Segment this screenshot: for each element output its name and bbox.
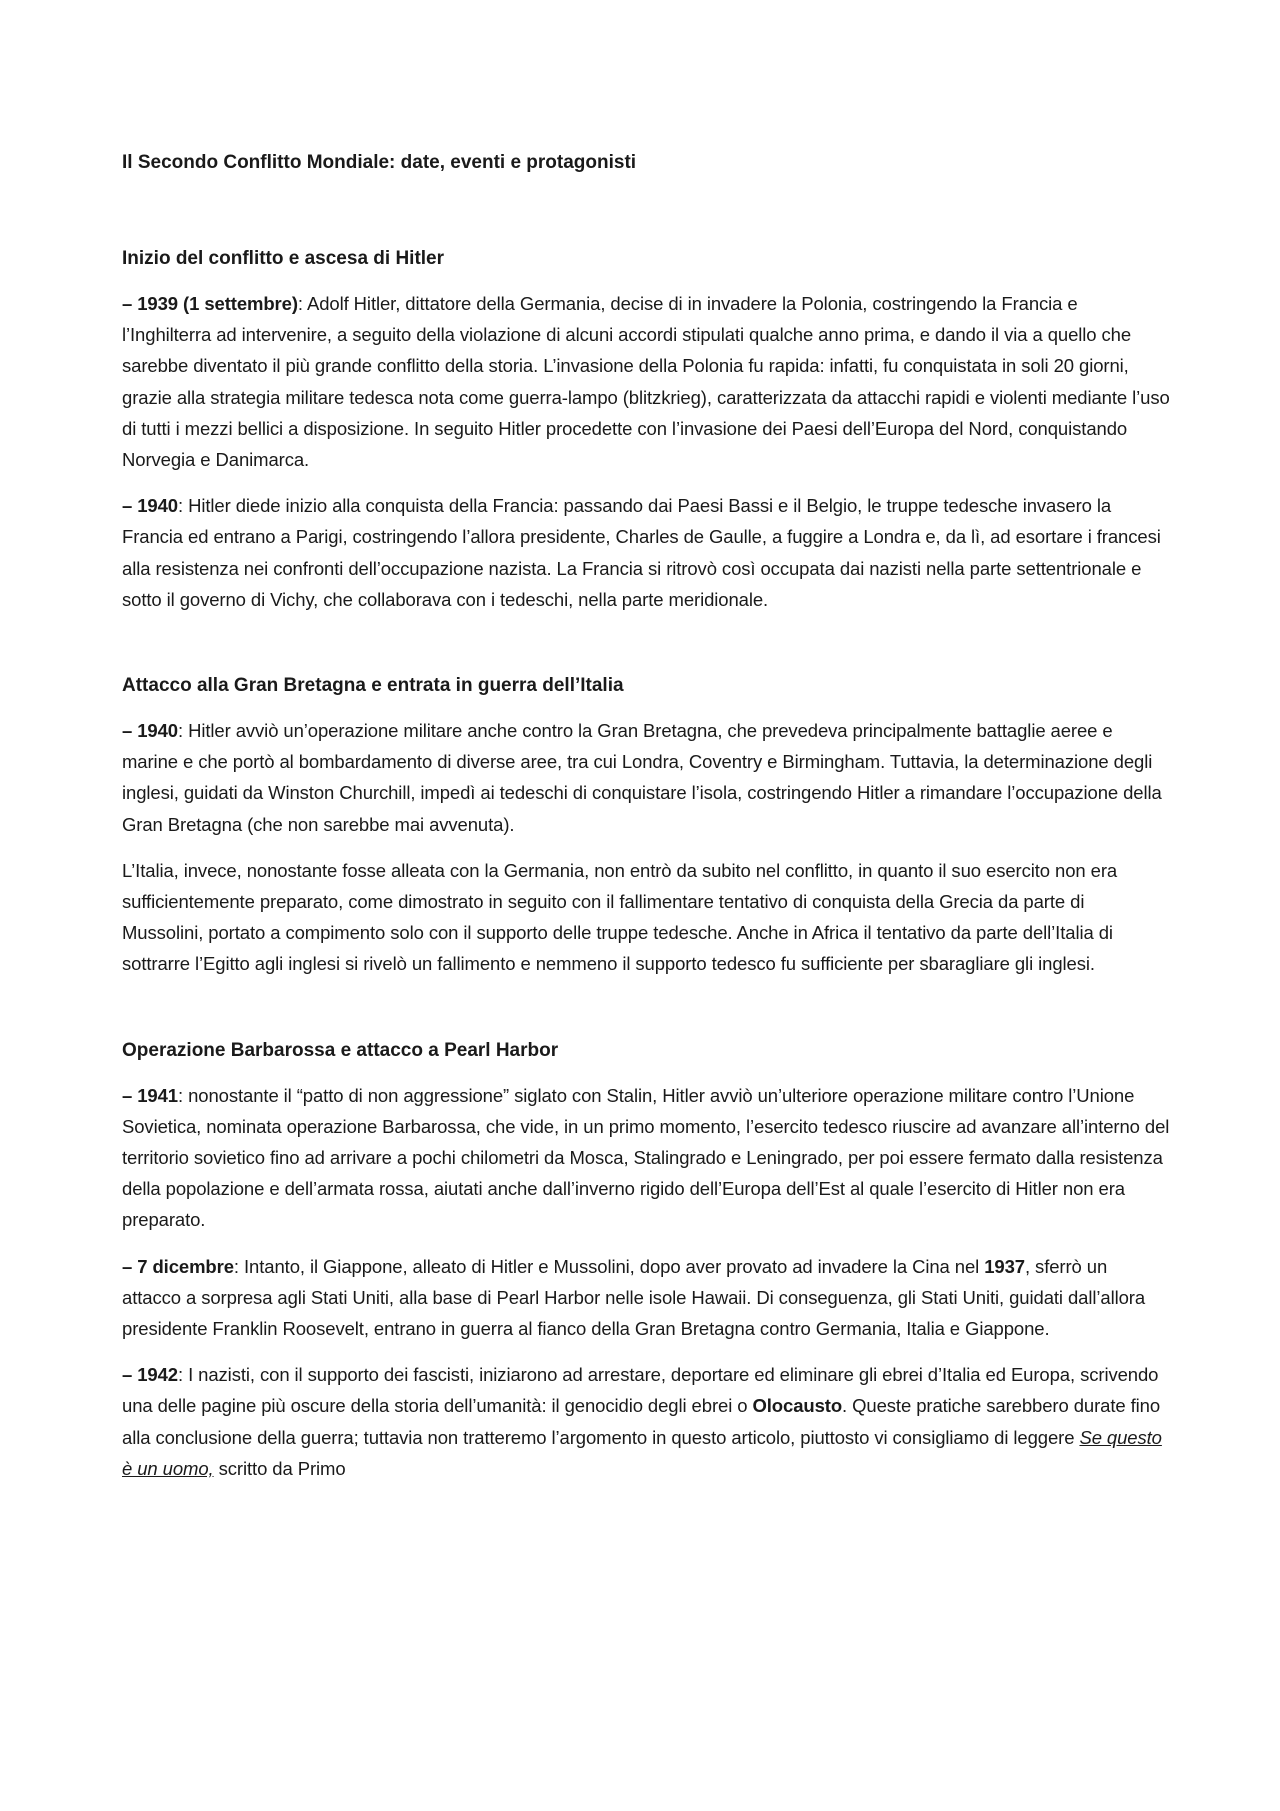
paragraph-bold-year: 1937 — [984, 1255, 1025, 1277]
paragraph-dash: – — [122, 495, 138, 517]
paragraph-text-end: scritto da Primo — [213, 1457, 346, 1479]
section-heading: Inizio del conflitto e ascesa di Hitler — [122, 248, 445, 269]
paragraph-date: 1940 — [137, 495, 178, 517]
paragraph-1940-francia — [122, 490, 1170, 615]
paragraph-text: : Intanto, il Giappone, alleato di Hitler e Mussolini, dopo aver provato ad invadere la Cina nel — [233, 1255, 985, 1277]
paragraph-text: : Adolf Hitler, dittatore della Germania, decise di in invadere la Polonia, costringendo la Francia e l’Inghilterra ad intervenire, a seguito della violazione di alcuni accordi stipulati qualche anno prima, e dando il via a quello che sarebbe diventato il più grande conflitto della storia. L’invasione della Polonia fu rapida: infatti, fu conquistata in soli 20 giorni, grazie alla strategia militare tedesca nota come guerra-lampo (blitzkrieg), caratterizzata da attacchi rapidi e violenti mediante l’uso di tutti i mezzi bellici a disposizione. In seguito Hitler procedette con l’invasione dei Paesi dell’Europa del Nord, conquistando Norvegia e Danimarca. — [122, 293, 1170, 471]
paragraph-dash: – — [122, 293, 138, 314]
document-page — [122, 150, 1170, 1499]
paragraph-dash: – — [122, 1364, 138, 1386]
section-heading: Attacco alla Gran Bretagna e entrata in guerra dell’Italia — [122, 675, 624, 697]
paragraph-bold-olocausto: Olocausto — [752, 1395, 843, 1417]
paragraph-date: 7 dicembre — [137, 1255, 234, 1277]
paragraph-7-dicembre — [122, 1251, 1170, 1345]
paragraph-italia — [122, 855, 1170, 980]
section-barbarossa-pearl-harbor — [122, 1038, 1170, 1484]
paragraph-dash: – — [122, 1084, 138, 1106]
section-gran-bretagna-italia — [122, 673, 1170, 980]
paragraph-1939 — [122, 288, 1170, 475]
paragraph-text: : I nazisti, con il supporto dei fascisti, iniziarono ad arrestare, deportare ed eliminare gli ebrei d’Italia ed Europa, scrivendo una delle pagine più oscure della storia dell’umanità: il genocidio degli ebrei o — [122, 1364, 1159, 1417]
paragraph-text: L’Italia, invece, nonostante fosse alleata con la Germania, non entrò da subito nel conflitto, in quanto il suo esercito non era sufficientemente preparato, come dimostrato in seguito con il fallimentare tentativo di conquista della Grecia da parte di Mussolini, portato a compimento solo con il supporto delle truppe tedesche. Anche in Africa il tentativo da parte dell’Italia di sottrarre l’Egitto agli inglesi si rivelò un fallimento e nemmeno il supporto tedesco fu sufficiente per sbaragliare gli inglesi. — [122, 859, 1118, 975]
paragraph-date: 1939 (1 settembre) — [137, 293, 298, 314]
paragraph-text: : nonostante il “patto di non aggressione” siglato con Stalin, Hitler avviò un’ulteriore operazione militare contro l’Unione Sovietica, nominata operazione Barbarossa, che vide, in un primo momento, l’esercito tedesco riuscire ad avanzare all’interno del territorio sovietico fino ad arrivare a pochi chilometri da Mosca, Stalingrado e Leningrado, per poi essere fermato dalla resistenza della popolazione e dell’armata rossa, aiutati anche dall’inverno rigido dell’Europa dell’Est al quale l’esercito di Hitler non era preparato. — [122, 1084, 1170, 1231]
paragraph-date: 1942 — [137, 1364, 178, 1386]
paragraph-dash: – — [122, 1255, 138, 1277]
document-title: Il Secondo Conflitto Mondiale: date, eventi e protagonisti — [122, 152, 637, 173]
paragraph-1942 — [122, 1359, 1170, 1484]
paragraph-text: : Hitler diede inizio alla conquista della Francia: passando dai Paesi Bassi e il Belgio, le truppe tedesche invasero la Francia ed entrano a Parigi, costringendo l’allora presidente, Charles de Gaulle, a fuggire a Londra e, da lì, ad esortare i francesi alla resistenza nei confronti dell’occupazione nazista. La Francia si ritrovò così occupata dai nazisti nella parte settentrionale e sotto il governo di Vichy, che collaborava con i tedeschi, nella parte meridionale. — [122, 495, 1161, 610]
section-heading: Operazione Barbarossa e attacco a Pearl Harbor — [122, 1039, 559, 1061]
paragraph-1940-gran-bretagna — [122, 715, 1170, 840]
paragraph-date: 1941 — [137, 1084, 178, 1106]
book-link-se-questo-e-un-uomo[interactable]: Se questo è un uomo, — [122, 1426, 1162, 1479]
paragraph-text-after: , sferrò un attacco a sorpresa agli Stati Uniti, alla base di Pearl Harbor nelle isole Hawaii. Di conseguenza, gli Stati Uniti, guidati dall’allora presidente Franklin Roosevelt, entrano in guerra al fianco della Gran Bretagna contro Germania, Italia e Giappone. — [122, 1255, 1146, 1340]
paragraph-date: 1940 — [137, 720, 178, 742]
paragraph-text-after: . Queste pratiche sarebbero durate fino alla conclusione della guerra; tuttavia non tratteremo l’argomento in questo articolo, piuttosto vi consigliamo di leggere — [122, 1395, 1161, 1448]
paragraph-1941 — [122, 1080, 1170, 1236]
paragraph-dash: – — [122, 720, 138, 742]
section-inizio-conflitto — [122, 246, 1170, 615]
paragraph-text: : Hitler avviò un’operazione militare anche contro la Gran Bretagna, che prevedeva principalmente battaglie aeree e marine e che portò al bombardamento di diverse aree, tra cui Londra, Coventry e Birmingham. Tuttavia, la determinazione degli inglesi, guidati da Winston Churchill, impedì ai tedeschi di conquistare l’isola, costringendo Hitler a rimandare l’occupazione della Gran Bretagna (che non sarebbe mai avvenuta). — [122, 720, 1162, 835]
